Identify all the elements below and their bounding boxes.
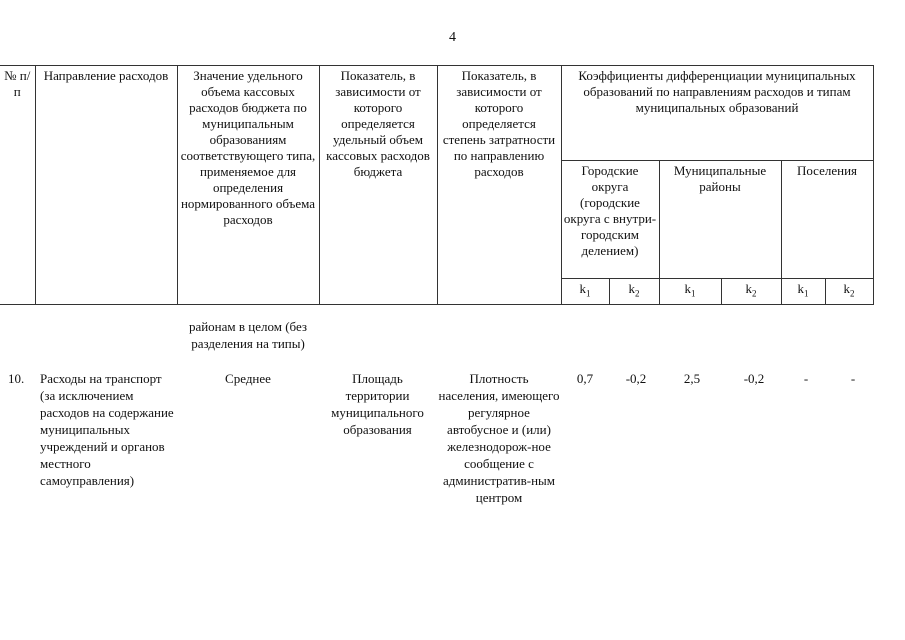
- header-value: Значение удельного объема кассовых расходов бюджета по муниципальным образованиям соответствующего типа, применяемое для определения нормированного объема расходов: [177, 66, 319, 305]
- row-urban-k2: -0,2: [625, 371, 647, 386]
- header-coefficients: Коэффициенты дифференциации муниципальных образований по направлениям расходов и типам муниципальных образований: [561, 66, 873, 161]
- row-districts-k1: 2,5: [683, 371, 701, 386]
- header-num: № п/п: [0, 66, 35, 305]
- header-settlements: Поселения: [781, 161, 873, 279]
- header-districts: Муниципальные районы: [659, 161, 781, 279]
- header-urban-k1: $k_1$: [561, 279, 609, 305]
- header-settlements-k1: $k_1$: [781, 279, 825, 305]
- row-value: Среднее: [225, 371, 271, 386]
- row-indicator1: Площадь территории муниципального образования: [331, 371, 424, 437]
- row-settlements-k1: -: [803, 371, 809, 386]
- row-settlements-k2: -: [850, 371, 856, 386]
- header-urban-k2: $k_2$: [609, 279, 659, 305]
- row-urban-k1: 0,7: [576, 371, 594, 386]
- header-districts-k1: $k_1$: [659, 279, 721, 305]
- header-indicator1: Показатель, в зависимости от которого определяется удельный объем кассовых расходов бюджета: [319, 66, 437, 305]
- header-districts-k2: $k_2$: [721, 279, 781, 305]
- header-direction: Направление расходов: [35, 66, 177, 305]
- header-table: [0, 65, 874, 305]
- header-indicator2: Показатель, в зависимости от которого определяется степень затратности по направлению расходов: [437, 66, 561, 305]
- row-districts-k2: -0,2: [743, 371, 765, 386]
- continuation-text: районам в целом (без разделения на типы): [188, 319, 308, 351]
- row-indicator2: Плотность населения, имеющего регулярное автобусное и (или) железнодорож-ное сообщение с административ-ным центром: [438, 371, 560, 505]
- row-direction: Расходы на транспорт (за исключением расходов на содержание муниципальных учреждений и органов местного самоуправления): [40, 371, 174, 488]
- row-number: 10.: [8, 371, 25, 386]
- page-number: 4: [449, 30, 456, 45]
- header-settlements-k2: $k_2$: [825, 279, 873, 305]
- header-urban: Городские округа (городские округа с внутри-городским делением): [561, 161, 659, 279]
